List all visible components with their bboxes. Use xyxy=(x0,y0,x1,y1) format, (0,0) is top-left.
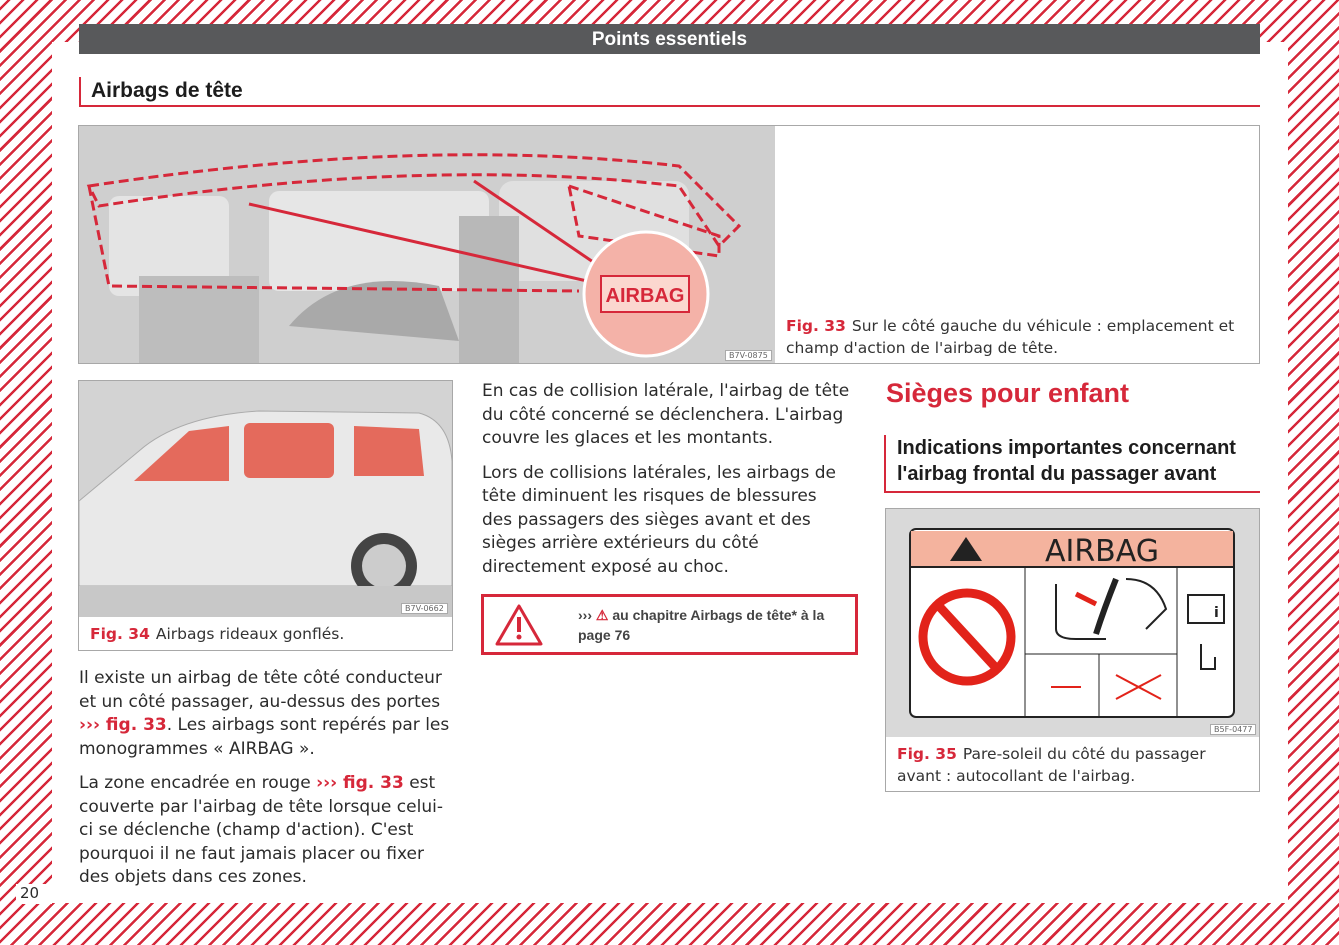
section-heading: Sièges pour enfant xyxy=(886,378,1130,408)
small-warning-icon: ⚠ xyxy=(595,607,609,623)
middle-body-text xyxy=(482,380,852,590)
chapter-header: Points essentiels xyxy=(79,24,1260,54)
figure-caption xyxy=(897,743,1252,787)
section-title: Airbags de tête xyxy=(79,77,1260,107)
page-number: 20 xyxy=(16,884,52,904)
caption-text: Airbags rideaux gonflés. xyxy=(155,625,345,643)
subsection-heading: Indications importantes concernant l'airbag frontal du passager avant xyxy=(884,435,1260,493)
figure-caption xyxy=(90,623,344,645)
image-code: B5F-0477 xyxy=(1210,724,1256,735)
warning-triangle-icon xyxy=(494,603,544,647)
warning-reference[interactable]: ››› ⚠ au chapitre Airbags de tête* à la page 76 xyxy=(578,607,825,643)
caption-text: Pare-soleil du côté du passager avant : autocollant de l'airbag. xyxy=(897,745,1206,785)
airbag-monogram: AIRBAG xyxy=(605,285,685,307)
paragraph: Il existe un airbag de tête côté conducteur et un côté passager, au-dessus des portes ››› fig. 33. Les airbags sont repérés par les monogrammes « AIRBAG ». xyxy=(79,668,450,759)
paragraph: En cas de collision latérale, l'airbag de tête du côté concerné se déclenchera. L'airbag couvre les glaces et les montants. xyxy=(482,381,850,448)
car-side-illustration xyxy=(79,381,452,617)
warning-box xyxy=(481,594,858,655)
figure-label: Fig. 33 xyxy=(786,317,846,335)
car-interior-illustration xyxy=(79,126,775,363)
paragraph: La zone encadrée en rouge ››› fig. 33 est couverte par l'airbag de tête lorsque celui-ci se déclenche (champ d'action). C'est pourquoi il ne faut jamais placer ou fixer des objets dans ces zones. xyxy=(79,773,443,887)
paragraph: Lors de collisions latérales, les airbags de tête diminuent les risques de blessures des passagers des sièges avant et des sièges arrière extérieurs du côté directement exposé au choc. xyxy=(482,462,837,577)
figure-34 xyxy=(78,380,453,651)
figure-33 xyxy=(78,125,1260,364)
figure-label: Fig. 34 xyxy=(90,625,150,643)
svg-text:i: i xyxy=(1214,605,1219,621)
airbag-sticker-illustration xyxy=(886,509,1259,737)
sticker-title: AIRBAG xyxy=(1044,534,1160,569)
image-code: B7V-0662 xyxy=(401,603,448,614)
left-body-text xyxy=(79,667,454,901)
figure-caption xyxy=(786,315,1246,359)
figure-label: Fig. 35 xyxy=(897,745,957,763)
caption-text: Sur le côté gauche du véhicule : emplacement et champ d'action de l'airbag de tête. xyxy=(786,317,1235,357)
image-code: B7V-0875 xyxy=(725,350,772,361)
figure-35 xyxy=(885,508,1260,792)
fig33-link[interactable]: ››› fig. 33 xyxy=(316,773,404,793)
fig33-link[interactable]: ››› fig. 33 xyxy=(79,715,167,735)
